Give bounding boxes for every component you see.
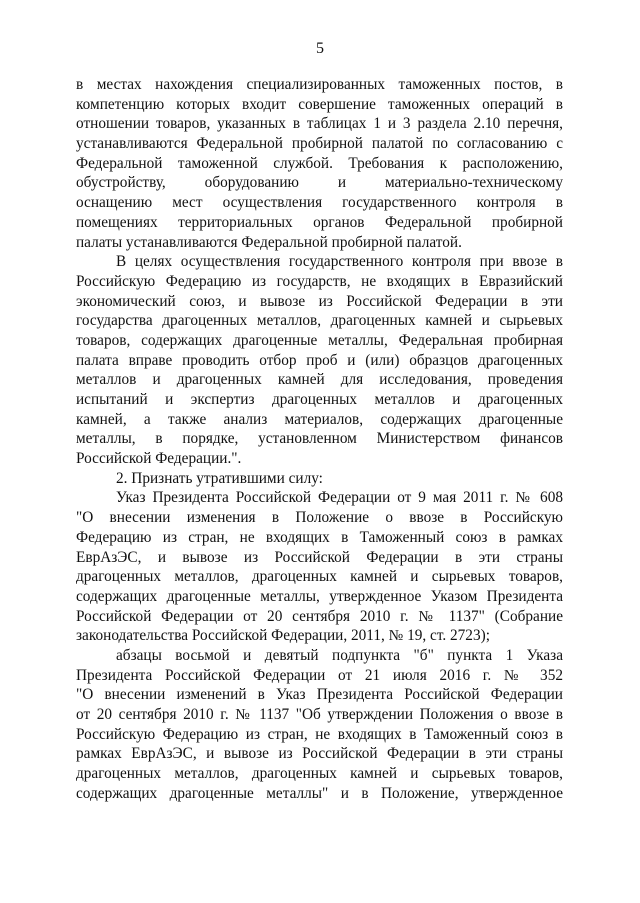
text-line: палата вправе проводить отбор проб и (или) образцов драгоценных: [76, 351, 563, 369]
text-line: 2. Признать утратившими силу:: [116, 469, 323, 487]
text-line: Федеральной таможенной службой. Требования к расположению,: [76, 154, 563, 172]
text-line: Российскую Федерацию из государств, не входящих в Евразийский: [76, 272, 563, 290]
text-line: государства драгоценных металлов, драгоценных камней и сырьевых: [76, 312, 563, 330]
document-body-text: [76, 75, 563, 803]
text-line: законодательства Российской Федерации, 2011, № 19, ст. 2723);: [76, 627, 490, 645]
page-number: 5: [316, 40, 324, 57]
text-line: металлы, в порядке, установленном Министерством финансов: [76, 430, 563, 448]
text-line: в местах нахождения специализированных таможенных постов, в: [76, 76, 563, 93]
text-line: содержащих драгоценные металлы, утвержденное Указом Президента: [76, 587, 563, 605]
text-line: абзацы восьмой и девятый подпункта "б" пункта 1 Указа: [116, 646, 563, 664]
text-line: Президента Российской Федерации от 21 июля 2016 г. № 352: [76, 666, 563, 684]
text-line: металлов и драгоценных камней для исследования, проведения: [76, 371, 563, 389]
text-line: В целях осуществления государственного контроля при ввозе в: [116, 253, 563, 271]
text-line: испытаний и экспертиз драгоценных металлов и драгоценных: [76, 391, 563, 408]
text-line: Федерацию из стран, не входящих в Таможенный союз в рамках: [76, 528, 563, 546]
text-line: товаров, содержащих драгоценные металлы, Федеральная пробирная: [76, 331, 563, 349]
text-line: палаты устанавливаются Федеральной пробирной палатой.: [76, 233, 462, 251]
text-line: Российской Федерации от 20 сентября 2010 г. № 1137" (Собрание: [76, 607, 563, 625]
text-line: помещениях территориальных органов Федеральной пробирной: [76, 213, 563, 231]
text-line: рамках ЕврАзЭС, и вывозе из Российской Федерации в эти страны: [76, 745, 563, 763]
text-line: от 20 сентября 2010 г. № 1137 "Об утверждении Положения о ввозе в: [76, 706, 563, 723]
text-line: "О внесении изменений в Указ Президента Российской Федерации: [76, 686, 563, 704]
text-line: Российской Федерации.".: [76, 450, 242, 468]
text-line: камней, а также анализ материалов, содержащих драгоценные: [76, 410, 563, 428]
text-line: оснащению мест осуществления государственного контроля в: [76, 194, 563, 212]
text-line: обустройству, оборудованию и материально-техническому: [76, 174, 563, 192]
text-line: содержащих драгоценные металлы" и в Положение, утвержденное: [76, 784, 563, 802]
text-line: драгоценных металлов, драгоценных камней и сырьевых товаров,: [76, 765, 563, 783]
text-line: Российскую Федерацию из стран, не входящих в Таможенный союз в: [76, 725, 563, 743]
text-line: Указ Президента Российской Федерации от 9 мая 2011 г. № 608: [116, 489, 563, 507]
text-line: отношении товаров, указанных в таблицах 1 и 3 раздела 2.10 перечня,: [76, 115, 563, 133]
text-line: компетенцию которых входит совершение таможенных операций в: [76, 95, 563, 113]
text-line: "О внесении изменения в Положение о ввозе в Российскую: [76, 509, 563, 527]
text-line: экономический союз, и вывозе из Российской Федерации в эти: [76, 292, 563, 310]
text-line: ЕврАзЭС, и вывозе из Российской Федерации в эти страны: [76, 548, 563, 566]
text-line: устанавливаются Федеральной пробирной палатой по согласованию с: [76, 135, 563, 153]
text-line: драгоценных металлов, драгоценных камней и сырьевых товаров,: [76, 568, 563, 586]
